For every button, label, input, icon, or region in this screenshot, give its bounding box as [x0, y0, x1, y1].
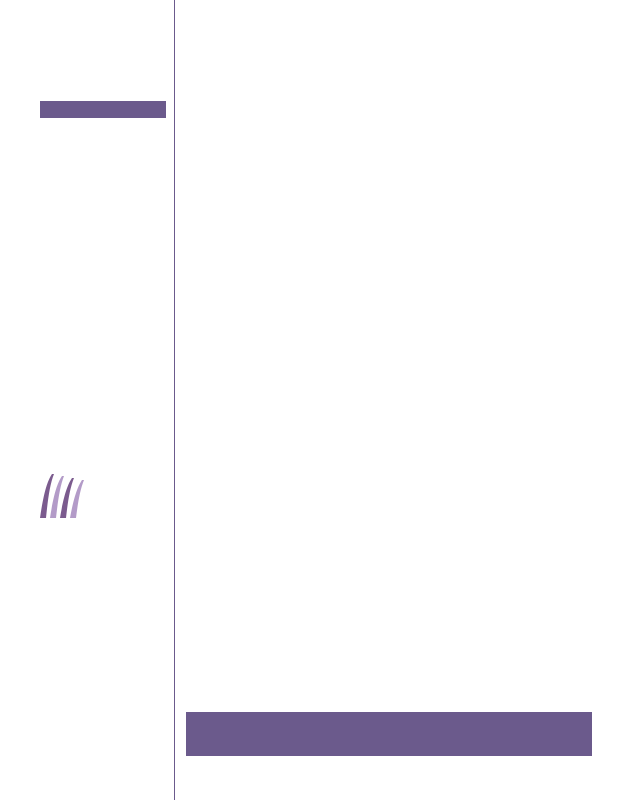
open-access-badge: [40, 101, 166, 118]
citation-box: [186, 712, 592, 756]
journal-logo: [36, 470, 126, 520]
sidebar-divider: [174, 0, 175, 800]
